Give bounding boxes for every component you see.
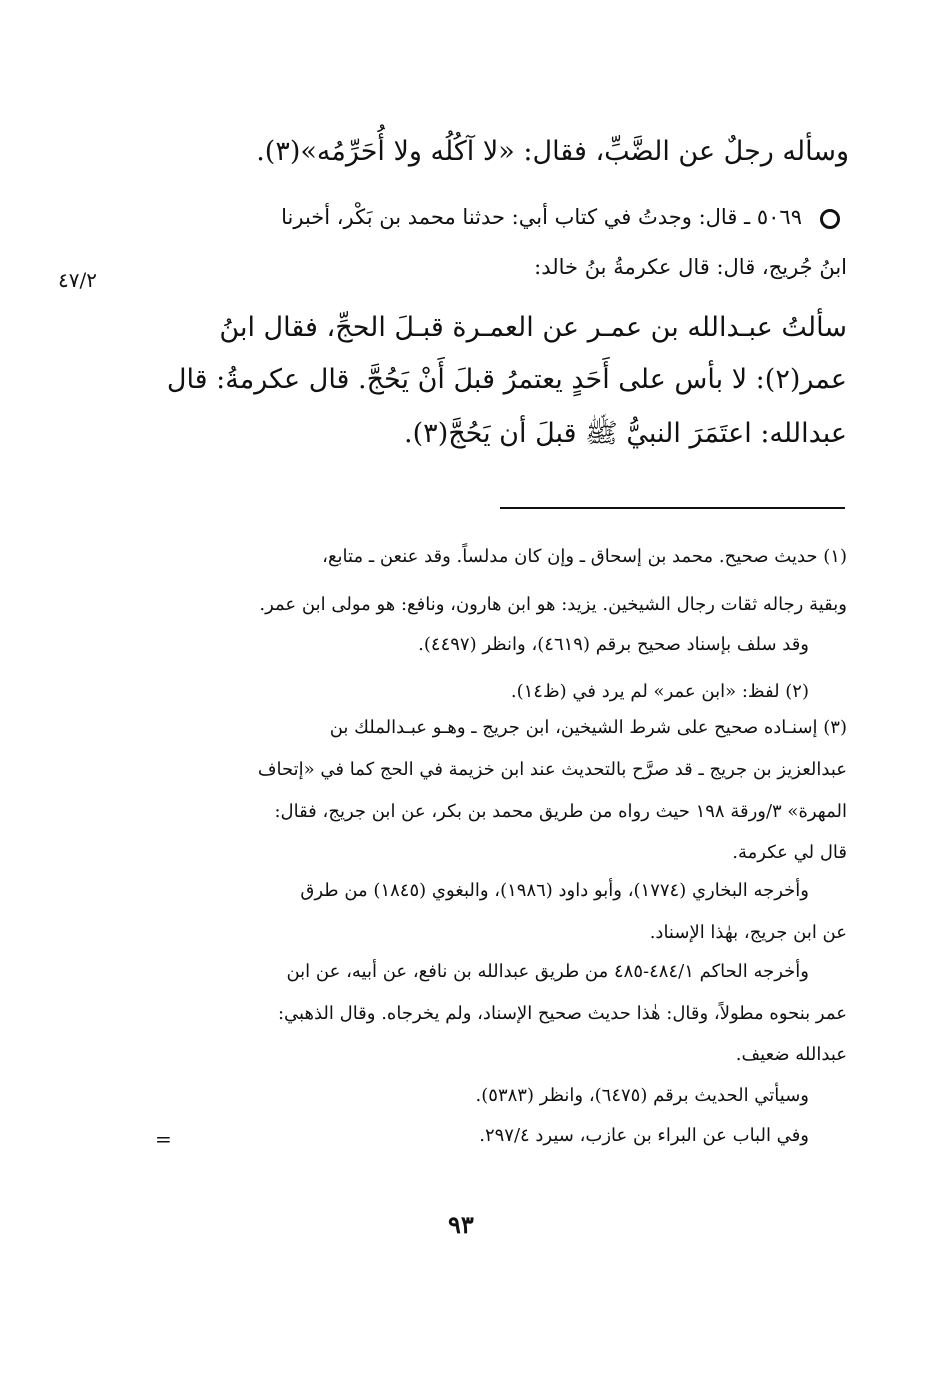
footnote-line: وأخرجه الحاكم ٤٨٤/١-٤٨٥ من طريق عبدالله بن نافع، عن أبيه، عن ابن bbox=[286, 961, 809, 982]
margin-reference: ٤٧/٢ bbox=[58, 268, 97, 292]
footnote-line: عبدالله ضعيف. bbox=[735, 1044, 847, 1065]
footnote-line: عبدالعزيز بن جريج ـ قد صرَّح بالتحديث عند ابن خزيمة في الحج كما في «إتحاف bbox=[257, 759, 847, 780]
page-number: ٩٣ bbox=[448, 1210, 474, 1239]
main-text-line-5: عبدالله: اعتَمَرَ النبيُّ ﷺ قبلَ أن يَحُجَّ(٣). bbox=[404, 418, 847, 449]
footnote-line: المهرة» ٣/ورقة ١٩٨ حيث رواه من طريق محمد بن بكر، عن ابن جريج، فقال: bbox=[274, 801, 847, 822]
hadith-number-line: ٥٠٦٩ ـ قال: وجدتُ في كتاب أبي: حدثنا محمد بن بَكْر، أخبرنا bbox=[281, 205, 802, 229]
main-text-line-4: عمر(٢): لا بأس على أَحَدٍ يعتمرُ قبلَ أَنْ يَحُجَّ. قال عكرمةُ: قال bbox=[166, 364, 847, 395]
footnote-divider bbox=[500, 507, 845, 509]
footnote-line: عن ابن جريج، بهٰذا الإسناد. bbox=[649, 922, 847, 943]
hadith-bullet-icon bbox=[820, 209, 840, 229]
footnote-line: عمر بنحوه مطولاً، وقال: هٰذا حديث صحيح الإسناد، ولم يخرجاه. وقال الذهبي: bbox=[277, 1003, 847, 1024]
continuation-mark: = bbox=[155, 1127, 172, 1151]
footnote-line: وبقية رجاله ثقات رجال الشيخين. يزيد: هو ابن هارون، ونافع: هو مولى ابن عمر. bbox=[259, 594, 847, 615]
main-text-line-3: سألتُ عبـدالله بن عمـر عن العمـرة قبـلَ الحجِّ، فقال ابنُ bbox=[219, 312, 847, 343]
footnote-line: (٢) لفظ: «ابن عمر» لم يرد في (ظ١٤). bbox=[510, 681, 809, 702]
footnote-line: (١) حديث صحيح. محمد بن إسحاق ـ وإن كان مدلساً. وقد عنعن ـ متابع، bbox=[322, 546, 847, 567]
footnote-line: وسيأتي الحديث برقم (٦٤٧٥)، وانظر (٥٣٨٣). bbox=[475, 1085, 809, 1106]
hadith-chain-line: ابنُ جُريج، قال: قال عكرمةُ بنُ خالد: bbox=[534, 255, 847, 279]
main-text-line-1: وسأله رجلٌ عن الضَّبِّ، فقال: «لا آكُلُه ولا أُحَرِّمُه»(٣). bbox=[256, 136, 849, 167]
footnote-line: (٣) إسنـاده صحيح على شرط الشيخين، ابن جريج ـ وهـو عبـدالملك بن bbox=[329, 717, 847, 738]
footnote-line: وفي الباب عن البراء بن عازب، سيرد ٢٩٧/٤. bbox=[479, 1125, 809, 1146]
footnote-line: وقد سلف بإسناد صحيح برقم (٤٦١٩)، وانظر (٤٤٩٧). bbox=[418, 634, 809, 655]
footnote-line: قال لي عكرمة. bbox=[732, 842, 847, 863]
footnote-line: وأخرجه البخاري (١٧٧٤)، وأبو داود (١٩٨٦)، والبغوي (١٨٤٥) من طرق bbox=[300, 880, 809, 901]
